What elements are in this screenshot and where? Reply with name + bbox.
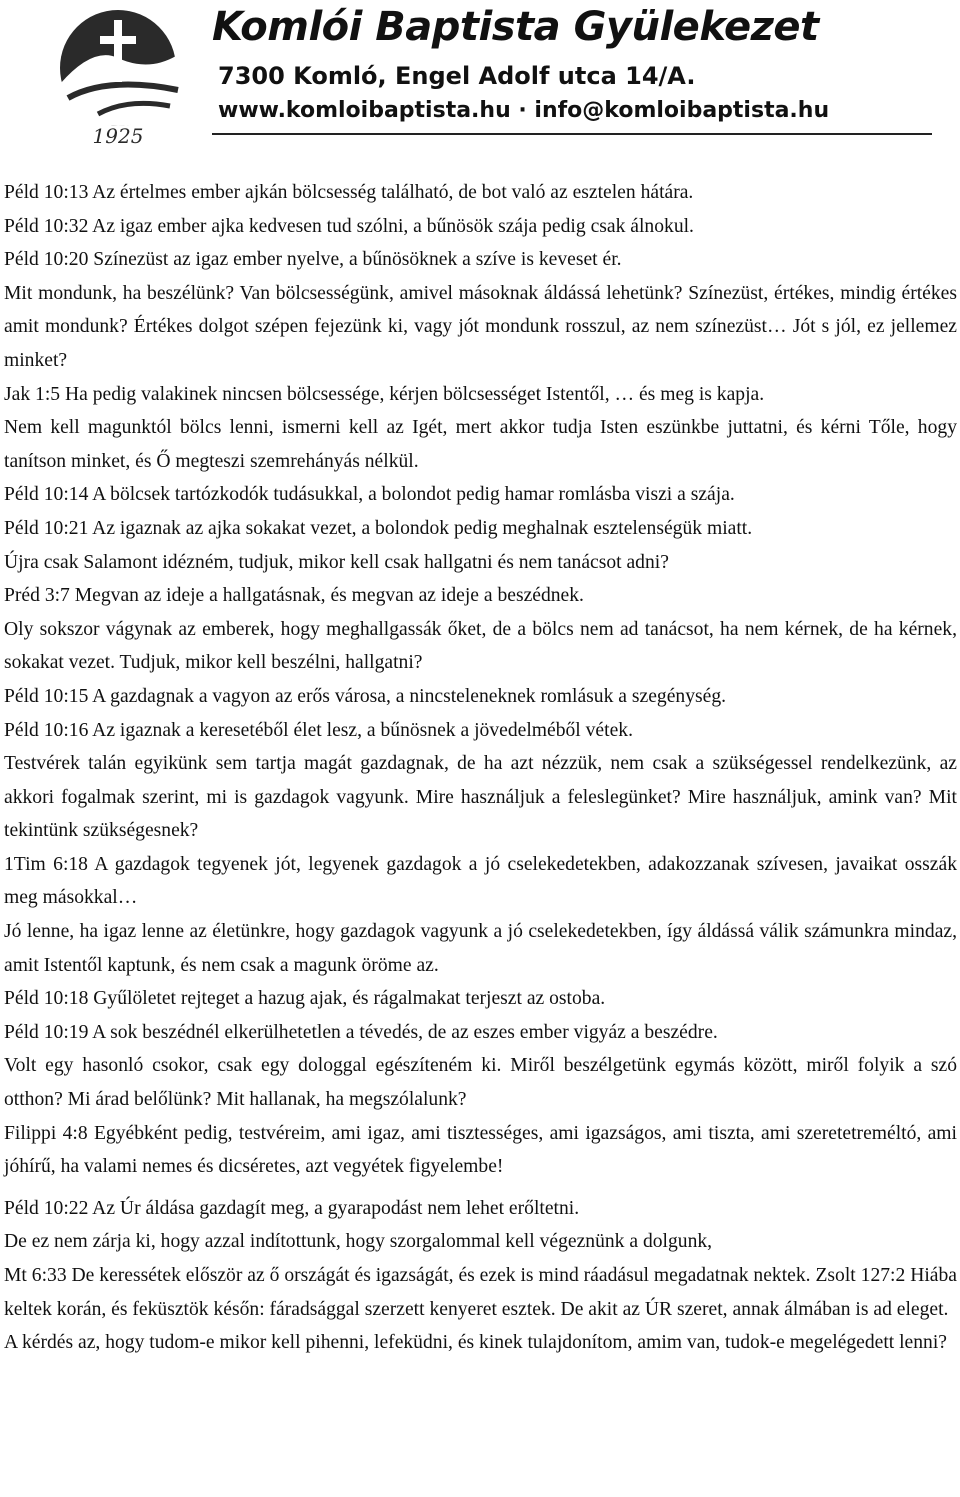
logo-year: 1925 <box>92 124 144 146</box>
organization-address: 7300 Komló, Engel Adolf utca 14/A. <box>218 62 696 90</box>
paragraph: Péld 10:20 Színezüst az igaz ember nyelve, a bűnösöknek a szíve is keveset ér. <box>4 249 622 271</box>
paragraph: Jak 1:5 Ha pedig valakinek nincsen bölcsessége, kérjen bölcsességet Istentől, … és meg is kapja. <box>4 383 765 405</box>
page-header <box>0 0 960 150</box>
paragraph: Mt 6:33 De keressétek először az ő országát és igazságát, és ezek is mind ráadásul megadatnak nektek. Zsolt 127:2 Hiába keltek korán, és feküsztök későn: fáradsággal szerzett kenyeret esztek. De akit az ÚR szeret, annak álmában is ad eleget. <box>4 1265 957 1320</box>
paragraph: Péld 10:19 A sok beszédnél elkerülhetetlen a tévedés, de az eszes ember vigyáz a beszédre. <box>4 1021 718 1043</box>
paragraph: Filippi 4:8 Egyébként pedig, testvéreim, ami igaz, ami tisztességes, ami igazságos, ami tiszta, ami szeretetreméltó, ami jóhírű, ha valami nemes és dicséretes, azt vegyétek figyelembe! <box>4 1122 957 1178</box>
organization-name: Komlói Baptista Gyülekezet <box>212 4 819 50</box>
paragraph: Volt egy hasonló csokor, csak egy dologgal egészíteném ki. Miről beszélgetünk egymás között, miről folyik a szó otthon? Mi árad belőlünk? Mit hallanak, ha megszólalunk? <box>4 1055 957 1111</box>
organization-contact: www.komloibaptista.hu · info@komloibaptista.hu <box>218 98 830 123</box>
paragraph: Préd 3:7 Megvan az ideje a hallgatásnak, és megvan az ideje a beszédnek. <box>4 585 584 607</box>
paragraph: De ez nem zárja ki, hogy azzal indítottunk, hogy szorgalommal kell végeznünk a dolgunk, <box>4 1231 713 1253</box>
paragraph: Péld 10:13 Az értelmes ember ajkán bölcsesség található, de bot való az esztelen hátára. <box>4 182 694 203</box>
paragraph: Oly sokszor vágynak az emberek, hogy meghallgassák őket, de a bölcs nem ad tanácsot, ha nem kérnek, de ha kérnek, sokakat vezet. Tudjuk, mikor kell beszélni, hallgatni? <box>4 618 957 674</box>
church-logo-icon <box>38 6 198 146</box>
paragraph: A kérdés az, hogy tudom-e mikor kell pihenni, lefeküdni, és kinek tulajdonítom, amim van, tudok-e megelégedett lenni? <box>4 1332 947 1354</box>
paragraph: Péld 10:22 Az Úr áldása gazdagít meg, a gyarapodást nem lehet erőltetni. <box>4 1197 580 1219</box>
paragraph: Testvérek talán egyikünk sem tartja magát gazdagnak, de ha azt nézzük, nem csak a szükségessel rendelkezünk, az akkori fogalmak szerint, mi is gazdagok vagyunk. Mire használjuk a feleslegünket? Mire használjuk, amink van? Mit tekintünk szükségesnek? <box>4 753 957 842</box>
paragraph: Péld 10:14 A bölcsek tartózkodók tudásukkal, a bolondot pedig hamar romlásba viszi a szája. <box>4 484 735 506</box>
paragraph: Jó lenne, ha igaz lenne az életünkre, hogy gazdagok vagyunk a jó cselekedetekben, így áldássá válik számunkra mindaz, amit Istentől kaptunk, és nem csak a magunk öröme az. <box>4 921 957 976</box>
paragraph: Mit mondunk, ha beszélünk? Van bölcsességünk, amivel másoknak áldássá lehetünk? Színezüst, értékes, mindig értékes amit mondunk? Értékes dolgot szépen fejezünk ki, vagy jót mondunk rosszul, az nem színezüst… Jót s jól, ez jellemez minket? <box>4 282 957 371</box>
paragraph: Péld 10:18 Gyűlöletet rejteget a hazug ajak, és rágalmakat terjeszt az ostoba. <box>4 988 606 1010</box>
paragraph: Péld 10:21 Az igaznak az ajka sokakat vezet, a bolondok pedig meghalnak esztelenségük miatt. <box>4 517 753 539</box>
paragraph: Péld 10:16 Az igaznak a keresetéből élet lesz, a bűnösnek a jövedelméből vétek. <box>4 719 633 741</box>
paragraph: Péld 10:15 A gazdagnak a vagyon az erős városa, a nincsteleneknek romlásuk a szegénység. <box>4 685 727 707</box>
paragraph: Újra csak Salamont idézném, tudjuk, mikor kell csak hallgatni és nem tanácsot adni? <box>4 551 669 573</box>
document-body <box>4 176 957 1360</box>
paragraph: Péld 10:32 Az igaz ember ajka kedvesen tud szólni, a bűnösök szája pedig csak álnokul. <box>4 215 694 237</box>
header-divider <box>212 133 932 135</box>
paragraph: 1Tim 6:18 A gazdagok tegyenek jót, legyenek gazdagok a jó cselekedetekben, adakozzanak szívesen, javaikat osszák meg másokkal… <box>4 853 957 909</box>
paragraph: Nem kell magunktól bölcs lenni, ismerni kell az Igét, mert akkor tudja Isten eszünkbe juttatni, és kérni Tőle, hogy tanítson minket, és Ő megteszi szemrehányás nélkül. <box>4 417 957 472</box>
